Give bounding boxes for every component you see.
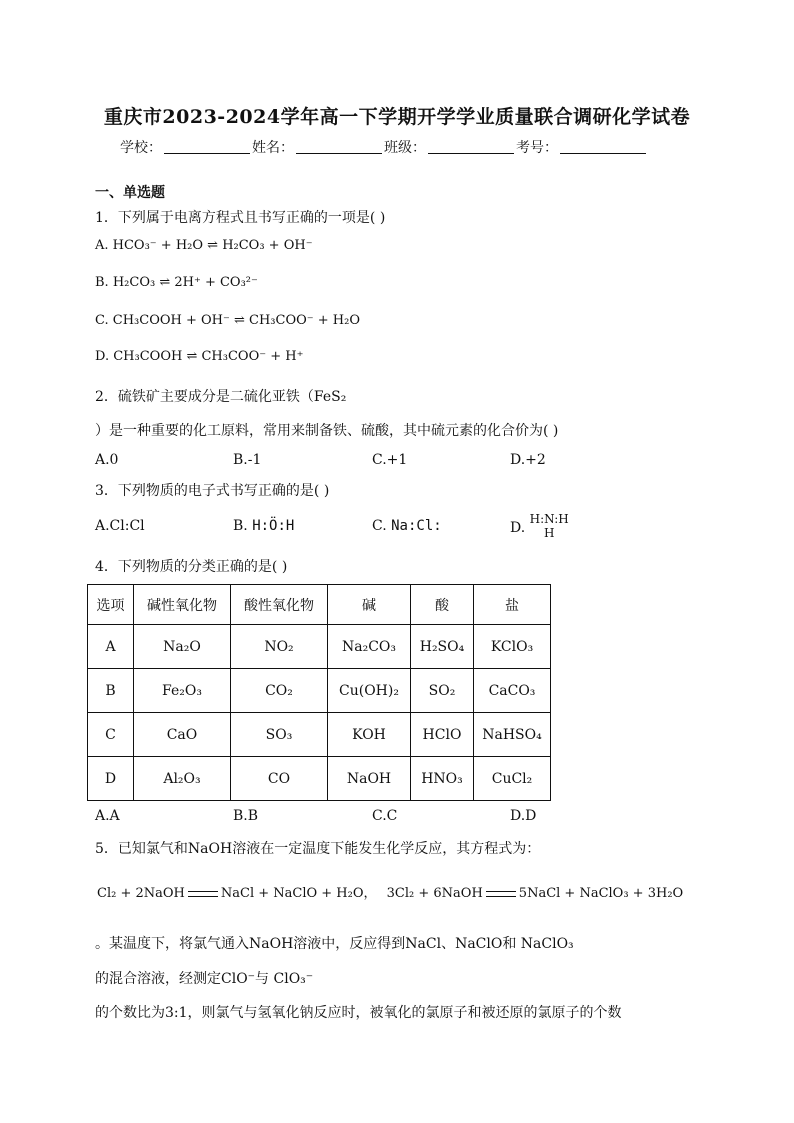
q4-stem: 4．下列物质的分类正确的是( ): [95, 559, 288, 575]
q3-option-b: [233, 518, 294, 534]
q5-eq1-left: Cl₂ + 2NaOH: [97, 886, 185, 901]
q5-eq2-left: 3Cl₂ + 6NaOH: [386, 886, 483, 901]
table-cell: CO₂: [231, 669, 328, 713]
classification-table: [87, 584, 551, 801]
q2-stem-line1: 2．硫铁矿主要成分是二硫化亚铁（FeS₂: [95, 389, 347, 405]
q3-stem: 3．下列物质的电子式书写正确的是( ): [95, 483, 330, 499]
q5-eq2-right: 5NaCl + NaClO₃ + 3H₂O: [518, 886, 684, 901]
school-label: 学校：: [120, 140, 162, 156]
table-header-row: [88, 585, 551, 625]
section-heading: 一、单选题: [95, 185, 165, 201]
student-info-line: [120, 137, 648, 157]
table-header-cell: 酸性氧化物: [231, 585, 328, 625]
table-cell: CO: [231, 757, 328, 801]
table-cell: CuCl₂: [474, 757, 551, 801]
q3-option-d-formula-bottom: H: [543, 526, 555, 540]
table-header-cell: 酸: [411, 585, 474, 625]
table-header-cell: 选项: [88, 585, 134, 625]
table-cell: NaOH: [328, 757, 411, 801]
q1-option-c: C. CH₃COOH + OH⁻ ⇌ CH₃COO⁻ + H₂O: [95, 313, 360, 328]
equals-sign-icon: [188, 891, 218, 897]
table-row: [88, 713, 551, 757]
q5-equations: [97, 882, 683, 901]
q3-option-a: A.Cl:Cl: [95, 518, 145, 534]
q3-option-b-formula: H:Ö:H: [252, 518, 295, 534]
q4-option-b: B.B: [233, 808, 259, 824]
table-cell: C: [88, 713, 134, 757]
table-cell: NaHSO₄: [474, 713, 551, 757]
q2-option-b: B.-1: [233, 452, 262, 468]
q3-option-d: [510, 512, 569, 540]
q4-option-d: D.D: [510, 808, 537, 824]
class-blank[interactable]: [428, 139, 514, 154]
q2-option-c: C.+1: [372, 452, 408, 468]
table-cell: HNO₃: [411, 757, 474, 801]
table-header-cell: 碱: [328, 585, 411, 625]
table-cell: A: [88, 625, 134, 669]
table-cell: HClO: [411, 713, 474, 757]
table-cell: H₂SO₄: [411, 625, 474, 669]
table-cell: Na₂O: [134, 625, 231, 669]
table-header-cell: 盐: [474, 585, 551, 625]
exam-title: 重庆市2023-2024学年高一下学期开学学业质量联合调研化学试卷: [103, 106, 691, 128]
name-label: 姓名：: [252, 140, 294, 156]
name-blank[interactable]: [296, 139, 382, 154]
table-row: [88, 669, 551, 713]
table-row: [88, 757, 551, 801]
q3-option-c-formula: Na:Cl:: [391, 518, 442, 534]
table-header-cell: 碱性氧化物: [134, 585, 231, 625]
q5-stem: 5．已知氯气和NaOH溶液在一定温度下能发生化学反应，其方程式为：: [95, 841, 541, 857]
q1-option-b: B. H₂CO₃ ⇌ 2H⁺ + CO₃²⁻: [95, 275, 258, 290]
table-cell: CaCO₃: [474, 669, 551, 713]
table-row: [88, 625, 551, 669]
table-cell: D: [88, 757, 134, 801]
table-cell: B: [88, 669, 134, 713]
q3-option-c: [372, 518, 442, 534]
q5-eq1-right: NaCl + NaClO + H₂O，: [220, 886, 377, 901]
table-cell: Cu(OH)₂: [328, 669, 411, 713]
q3-option-c-label: C.: [372, 518, 387, 534]
q5-line4: 的个数比为3:1，则氯气与氢氧化钠反应时，被氧化的氯原子和被还原的氯原子的个数: [95, 1005, 622, 1021]
table-cell: SO₃: [231, 713, 328, 757]
table-cell: Fe₂O₃: [134, 669, 231, 713]
q1-option-d: D. CH₃COOH ⇌ CH₃COO⁻ + H⁺: [95, 349, 304, 364]
q4-option-a: A.A: [95, 808, 120, 824]
table-cell: SO₂: [411, 669, 474, 713]
q1-option-a: A. HCO₃⁻ + H₂O ⇌ H₂CO₃ + OH⁻: [95, 238, 313, 253]
q2-option-d: D.+2: [510, 452, 546, 468]
table-cell: Al₂O₃: [134, 757, 231, 801]
q5-line2: 。某温度下，将氯气通入NaOH溶液中，反应得到NaCl、NaClO和 NaClO₃: [95, 936, 574, 952]
q3-option-d-formula: [530, 512, 569, 540]
table-cell: Na₂CO₃: [328, 625, 411, 669]
q4-option-c: C.C: [372, 808, 398, 824]
equals-sign-icon: [486, 891, 516, 897]
table-cell: CaO: [134, 713, 231, 757]
q2-option-a: A.0: [95, 452, 119, 468]
class-label: 班级：: [384, 140, 426, 156]
q3-option-d-label: D.: [510, 520, 526, 536]
table-cell: KClO₃: [474, 625, 551, 669]
school-blank[interactable]: [164, 139, 250, 154]
q3-option-b-label: B.: [233, 518, 248, 534]
table-cell: NO₂: [231, 625, 328, 669]
q5-line3: 的混合溶液，经测定ClO⁻与 ClO₃⁻: [95, 971, 314, 987]
table-cell: KOH: [328, 713, 411, 757]
q2-stem-line2: ）是一种重要的化工原料，常用来制备铁、硫酸，其中硫元素的化合价为( ): [95, 423, 559, 439]
q1-stem: 1．下列属于电离方程式且书写正确的一项是( ): [95, 210, 386, 226]
number-label: 考号：: [516, 140, 558, 156]
q3-option-d-formula-top: H:N:H: [529, 512, 569, 526]
number-blank[interactable]: [560, 139, 646, 154]
